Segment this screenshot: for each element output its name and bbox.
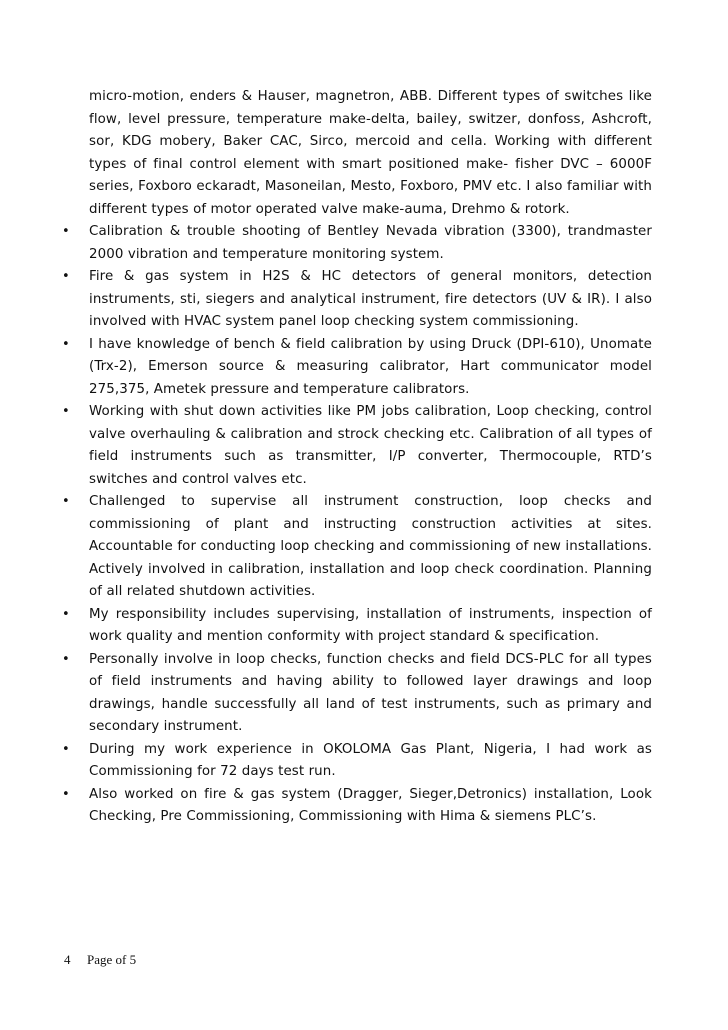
page-number: 4: [64, 952, 71, 967]
bullet-text: I have knowledge of bench & field calibration by using Druck (DPI-610), Unomate (Trx-2), Emerson source & measuring calibrator, Hart communicator model 275,375, Ametek pressure and temperature calibrators.: [89, 336, 652, 397]
bullet-text: Calibration & trouble shooting of Bentley Nevada vibration (3300), trandmaster 2000 vibration and temperature monitoring system.: [89, 224, 652, 262]
bullet-icon: •: [62, 224, 70, 239]
bullet-icon: •: [62, 404, 70, 419]
bullet-text: My responsibility includes supervising, installation of instruments, inspection of work quality and mention conformity with project standard & specification.: [89, 606, 652, 644]
bullet-text: Working with shut down activities like PM jobs calibration, Loop checking, control valve overhauling & calibration and strock checking etc. Calibration of all types of field instruments such as transmitter, I/P converter, Thermocouple, RTD’s switches and control valves etc.: [89, 404, 652, 487]
bullet-icon: •: [62, 651, 70, 667]
bullet-icon: •: [62, 336, 70, 352]
bullet-item-9: [62, 784, 652, 829]
bullet-text: Challenged to supervise all instrument construction, loop checks and commissioning of plant and instructing construction activities at sites. Accountable for conducting loop checking and commissioning of new installations. Actively involved in calibration, installation and loop check coordination. Planning of all related shutdown activities.: [89, 494, 652, 599]
bullet-text: Personally involve in loop checks, function checks and field DCS-PLC for all types of field instruments and having ability to followed layer drawings and loop drawings, handle successfully all land of test instruments, such as primary and secondary instrument.: [89, 651, 652, 734]
bullet-icon: •: [62, 606, 70, 622]
page-count-label: Page of 5: [87, 952, 137, 967]
bullet-item-7: [62, 649, 652, 739]
bullet-icon: •: [62, 269, 70, 284]
bullet-item-3: [62, 334, 652, 402]
bullet-text: During my work experience in OKOLOMA Gas Plant, Nigeria, I had work as Commissioning for 72 days test run.: [89, 741, 652, 779]
bullet-item-5: [62, 491, 652, 604]
page-body: [62, 86, 652, 829]
bullet-item-2: [62, 266, 652, 334]
bullet-icon: •: [62, 741, 70, 757]
bullet-text: Fire & gas system in H2S & HC detectors of general monitors, detection instruments, sti, siegers and analytical instrument, fire detectors (UV & IR). I also involved with HVAC system panel loop checking system commissioning.: [89, 269, 652, 329]
bullet-item-4: [62, 401, 652, 491]
continuation-text: micro-motion, enders & Hauser, magnetron, ABB. Different types of switches like flow, level pressure, temperature make-delta, bailey, switzer, donfoss, Ashcroft, sor, KDG mobery, Baker CAC, Sirco, mercoid and cella. Working with different types of final control element with smart positioned make- fisher DVC – 6000F series, Foxboro eckaradt, Masoneilan, Mesto, Foxboro, PMV etc. I also familiar with different types of motor operated valve make-auma, Drehmo & rotork.: [89, 89, 652, 217]
bullet-item-1: [62, 221, 652, 266]
bullet-icon: •: [62, 786, 70, 802]
bullet-item-6: [62, 604, 652, 649]
continuation-paragraph: [62, 86, 652, 221]
bullet-item-8: [62, 739, 652, 784]
bullet-text: Also worked on fire & gas system (Dragger, Sieger,Detronics) installation, Look Checking, Pre Commissioning, Commissioning with Hima & siemens PLC’s.: [89, 786, 652, 824]
bullet-icon: •: [62, 494, 70, 509]
page-footer: [64, 952, 136, 968]
